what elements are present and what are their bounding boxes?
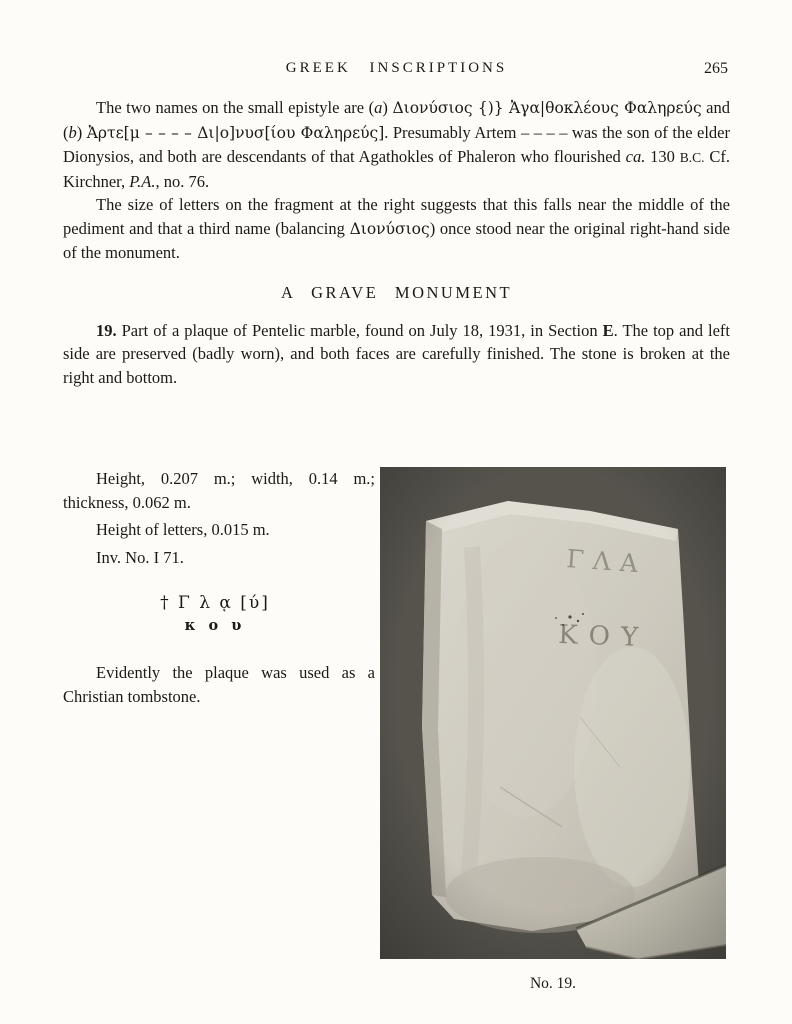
inscription-line-1: † Γ λ ᾳ [ύ] [160,593,270,613]
paragraph-entry-19 [63,319,730,390]
paragraph-epistyle-names [63,96,730,193]
letter-height-line: Height of letters, 0.015 m. [96,520,270,539]
text-run: ) once stood near the original right-hand side of the monument. [63,218,730,262]
photo-vignette [380,467,726,959]
entry-19-details [63,467,730,1024]
text-run: Cf. Kirchner, [63,147,731,191]
note-paragraph: Evidently the plaque was used as a Christian tombstone. [63,663,375,706]
text-run-italic: ca. [625,147,646,166]
dimensions-line: Height, 0.207 m.; width, 0.14 m.; thickness, 0.062 m. [63,469,375,512]
page-number: 265 [704,60,728,77]
text-run-italic: b [68,122,77,142]
running-head [63,60,730,80]
paragraph-letter-size [63,193,730,265]
section-letter: E [602,320,614,340]
photo-caption: No. 19. [529,975,577,992]
text-run: , no. 76. [155,171,210,191]
text-run: and ( [63,98,730,142]
text-run: The two names on the small epistyle are ( [96,98,375,117]
text-run: 130 [645,147,680,166]
inventory-line: Inv. No. I 71. [96,547,184,567]
text-run: ) [76,122,87,142]
greek-text: Ἀρτε[μ – – – – Δι|ο]νυσ[ίου Φαληρεύς] [86,123,385,142]
greek-text: Διονύσιος [349,219,430,238]
text-run: . Presumably Artem – – – – was the son of the elder Dionysios, and both are descendants of that Agathokles of Phaleron who flourished [63,122,730,166]
text-run-italic: P.A. [129,171,156,191]
text-run-smallcaps: B.C. [679,150,705,165]
measurements-column [63,467,375,708]
page-title: GREEK INSCRIPTIONS [285,60,508,76]
text-run: The size of letters on the fragment at the right suggests that this falls near the middle of the pediment and that a third name (balancing [63,195,730,238]
greek-text: Διονύσιος {)} Ἀγα|θοκλέους Φαληρεύς [392,99,702,117]
inscription-transcription [63,591,367,637]
section-heading: A GRAVE MONUMENT [280,282,513,302]
text-run: Part of a plaque of Pentelic marble, found on July 18, 1931, in Section [116,320,603,340]
text-run: . The top and left side are preserved (badly worn), and both faces are carefully finished. The stone is broken at the right and bottom. [63,320,730,387]
text-run-italic: a [374,98,383,117]
stone-photo-graphic [380,467,726,959]
inscription-line-2: κ ο υ [184,617,246,634]
text-run: ) [382,98,393,117]
stone-photograph [380,467,726,959]
entry-number: 19. [96,320,117,340]
